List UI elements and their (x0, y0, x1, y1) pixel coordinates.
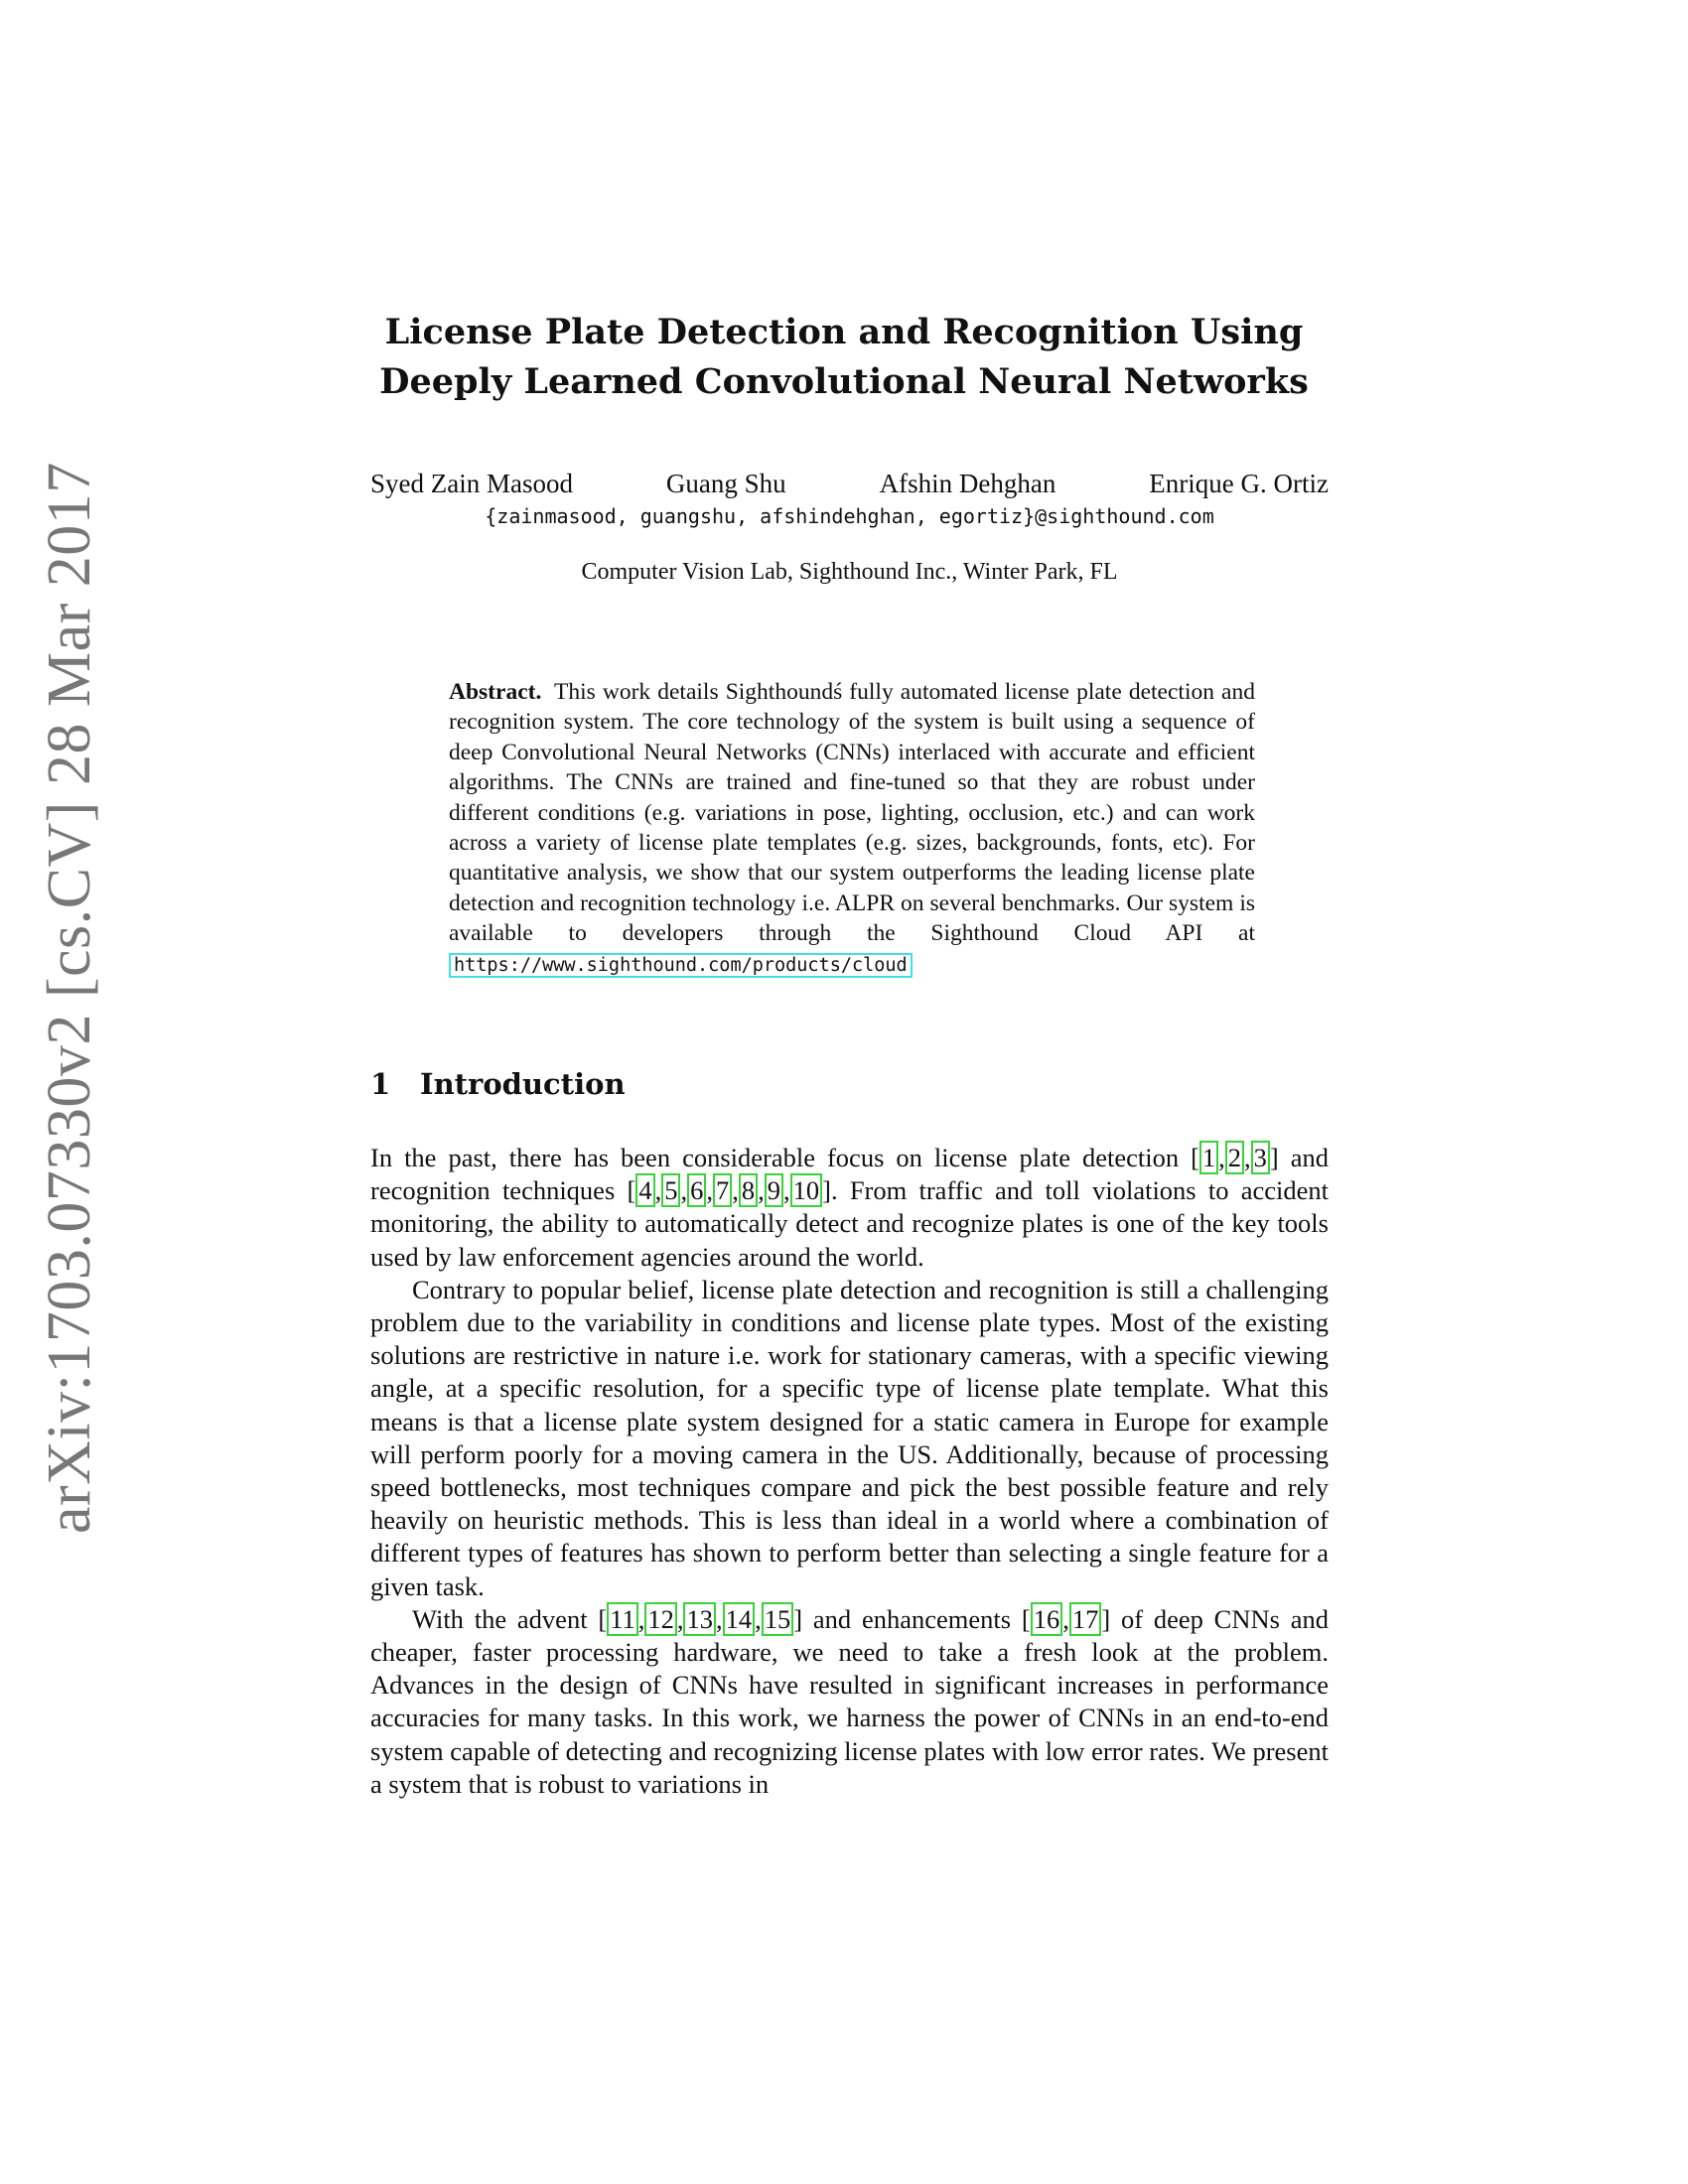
affiliation: Computer Vision Lab, Sighthound Inc., Winter Park, FL (581, 559, 1118, 585)
citation-link[interactable]: 6 (687, 1173, 706, 1207)
citation-link[interactable]: 2 (1225, 1141, 1244, 1174)
abstract-label: Abstract. (449, 679, 542, 705)
citation-link[interactable]: 12 (644, 1602, 677, 1636)
paper-title (367, 308, 1321, 407)
citation-group: [ 1 , 2 , 3 ] (1191, 1143, 1279, 1172)
citation-group: [ 11 , 12 , 13 , 14 , 15 ] (598, 1603, 803, 1634)
author: Enrique G. Ortiz (1149, 469, 1329, 498)
citation-link[interactable]: 11 (607, 1602, 638, 1636)
citation-group: [ 4 , 5 , 6 , 7 , 8 , 9 , 10 ] (627, 1175, 831, 1206)
paragraph (370, 1142, 1329, 1274)
author-emails: {zainmasood, guangshu, afshindehghan, egortiz}@sighthound.com (485, 504, 1214, 528)
paragraph-text: In the past, there has been considerable focus on license plate detection (370, 1143, 1180, 1172)
citation-link[interactable]: 9 (765, 1173, 783, 1207)
paragraph-text: With the advent (412, 1603, 588, 1634)
arxiv-stamp: arXiv:1703.07330v2 [cs.CV] 28 Mar 2017 (36, 462, 103, 1534)
paragraph-text: and recognition techniques (370, 1143, 1329, 1206)
paragraph (370, 1603, 1329, 1801)
section-title: Introduction (420, 1067, 626, 1101)
abstract-text: This work details Sighthoundś fully automated license plate detection and recognition system. The core technology of the system is built using a sequence of deep Convolutional Neural Networks (CNNs) interlaced with accurate and efficient algorithms. The CNNs are trained and fine-tuned so that they are robust under different conditions (e.g. variations in pose, lighting, occlusion, etc.) and can work across a variety of license plate templates (e.g. sizes, backgrounds, fonts, etc). For quantitative analysis, we show that our system outperforms the leading license plate detection and recognition technology i.e. ALPR on several benchmarks. Our system is available to developers through the Sighthound Cloud API at (449, 679, 1255, 947)
title-line-2: Deeply Learned Convolutional Neural Networks (379, 361, 1309, 402)
section-heading (370, 1064, 626, 1104)
author: Syed Zain Masood (370, 469, 573, 498)
citation-link[interactable]: 10 (790, 1173, 823, 1207)
paragraph: Contrary to popular belief, license plate detection and recognition is still a challenging problem due to the variability in conditions and license plate types. Most of the existing solutions are restrictive in nature i.e. work for stationary cameras, with a specific viewing angle, at a specific resolution, for a specific type of license plate template. What this means is that a license plate system designed for a static camera in Europe for example will perform poorly for a moving camera in the US. Additionally, because of processing speed bottlenecks, most techniques compare and pick the best possible feature and rely heavily on heuristic methods. This is less than ideal in a world where a combination of different types of features has shown to perform better than selecting a single feature for a given task. (370, 1274, 1329, 1601)
citation-link[interactable]: 13 (683, 1602, 716, 1636)
citation-group: [ 16 , 17 ] (1021, 1603, 1111, 1634)
citation-link[interactable]: 5 (661, 1173, 680, 1207)
citation-link[interactable]: 7 (713, 1173, 732, 1207)
title-line-1: License Plate Detection and Recognition Using (384, 312, 1304, 352)
citation-link[interactable]: 14 (723, 1602, 756, 1636)
author: Guang Shu (665, 469, 786, 498)
citation-link[interactable]: 15 (762, 1602, 794, 1636)
citation-link[interactable]: 1 (1199, 1141, 1218, 1174)
paragraph-text: and enhancements (812, 1603, 1012, 1634)
citation-link[interactable]: 3 (1251, 1141, 1270, 1174)
citation-link[interactable]: 8 (739, 1173, 758, 1207)
paragraph-text: of deep CNNs and cheaper, faster processing hardware, we need to take a fresh look at the problem. Advances in the design of CNNs have resulted in significant increases in performance accuracies for many tasks. In this work, we harness the power of CNNs in an end-to-end system capable of detecting and recognizing license plates with low error rates. We present a system that is robust to variations in (370, 1603, 1330, 1799)
citation-link[interactable]: 17 (1069, 1602, 1102, 1636)
author-list (370, 467, 1329, 500)
citation-link[interactable]: 4 (635, 1173, 654, 1207)
cloud-api-link[interactable]: https://www.sighthound.com/products/cloud (449, 953, 913, 978)
intro-body (370, 1142, 1329, 1801)
section-number: 1 (370, 1067, 391, 1101)
abstract (449, 677, 1255, 981)
citation-link[interactable]: 16 (1031, 1602, 1063, 1636)
paragraph-text: . From traffic and toll violations to accident monitoring, the ability to automatically detect and recognize plates is one of the key tools used by law enforcement agencies around the world. (370, 1175, 1330, 1272)
author: Afshin Dehghan (879, 469, 1056, 498)
